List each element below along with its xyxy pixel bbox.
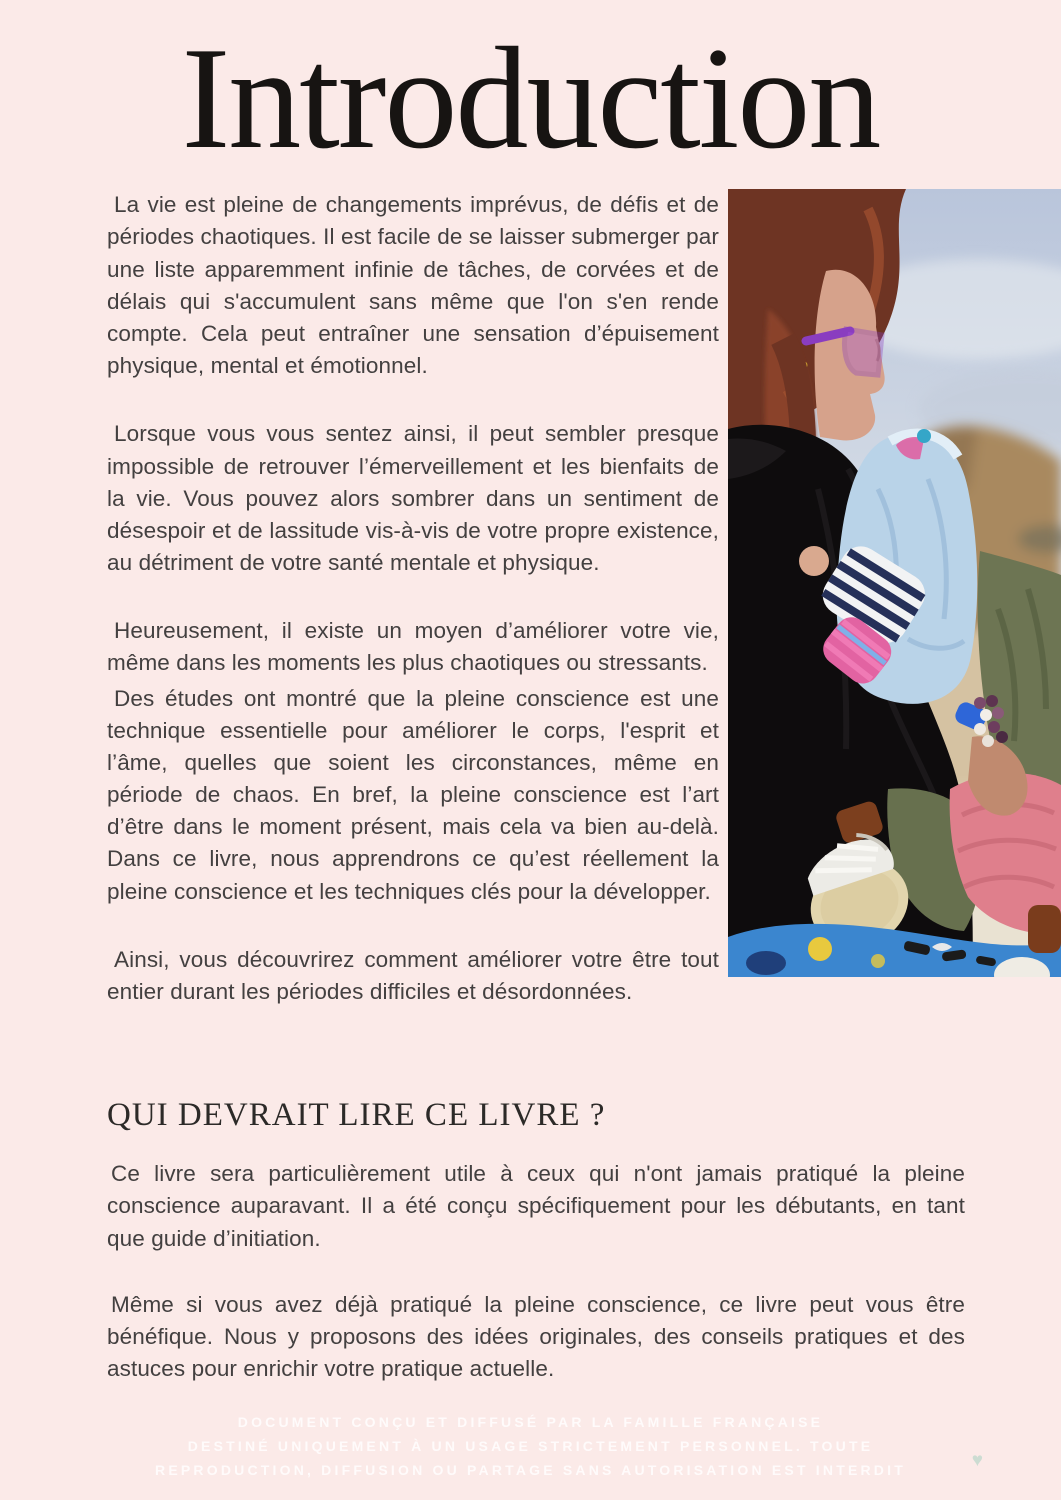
heart-icon: ♥ [971,1450,983,1471]
intro-paragraph-3: Heureusement, il existe un moyen d’améliorer votre vie, même dans les moments les plus chaotiques ou stressants. [107,618,719,676]
intro-paragraph-1: La vie est pleine de changements imprévus, de défis et de périodes chaotiques. Il est facile de se laisser submerger par une liste apparemment infinie de tâches, de corvées et de délais qui s'accumulent sans même que l'on s'en rende compte. Cela peut entraîner une sensation d’épuisement physique, mental et émotionnel. [107,192,719,379]
watermark-line: REPRODUCTION, DIFFUSION OU PARTAGE SANS AUTORISATION EST INTERDIT [155,1461,906,1478]
section-heading: QUI DEVRAIT LIRE CE LIVRE ? [107,1097,606,1134]
beach-photo [728,189,1061,977]
page-title: Introduction [181,17,880,179]
section-paragraph-1: Ce livre sera particulièrement utile à ceux qui n'ont jamais pratiqué la pleine conscience auparavant. Il a été conçu spécifiquement pour les débutants, en tant que guide d’initiation. [107,1161,965,1251]
watermark-line: DESTINÉ UNIQUEMENT À UN USAGE STRICTEMENT PERSONNEL. TOUTE [187,1437,874,1454]
intro-paragraph-5: Ainsi, vous découvrirez comment améliorer votre être tout entier durant les périodes difficiles et désordonnées. [107,946,719,1004]
section-text [107,1158,965,1385]
intro-text-column [107,189,719,1044]
intro-paragraph-4: Des études ont montré que la pleine conscience est une technique essentielle pour améliorer le corps, l'esprit et l’âme, quelles que soient les circonstances, même en période de chaos. En bref, la pleine conscience est l’art d’être dans le moment présent, mais cela va bien au-delà. Dans ce livre, nous apprendrons ce qu’est réellement la pleine conscience et les techniques clés pour la développer. [107,685,719,904]
footer-watermark [0,1410,1061,1482]
section-paragraph-2: Même si vous avez déjà pratiqué la pleine conscience, ce livre peut vous être bénéfique. Nous y proposons des idées originales, des conseils pratiques et des astuces pour enrichir votre pratique actuelle. [107,1291,965,1382]
intro-paragraph-2: Lorsque vous vous sentez ainsi, il peut sembler presque impossible de retrouver l’émerveillement et les bienfaits de la vie. Vous pouvez alors sombrer dans un sentiment de désespoir et de lassitude vis-à-vis de votre propre existence, au détriment de votre santé mentale et physique. [107,421,719,576]
intro-section [0,189,1061,1069]
beach-photo-illustration [728,189,1061,977]
watermark-line: DOCUMENT CONÇU ET DIFFUSÉ PAR LA FAMILLE FRANÇAISE [237,1413,824,1430]
